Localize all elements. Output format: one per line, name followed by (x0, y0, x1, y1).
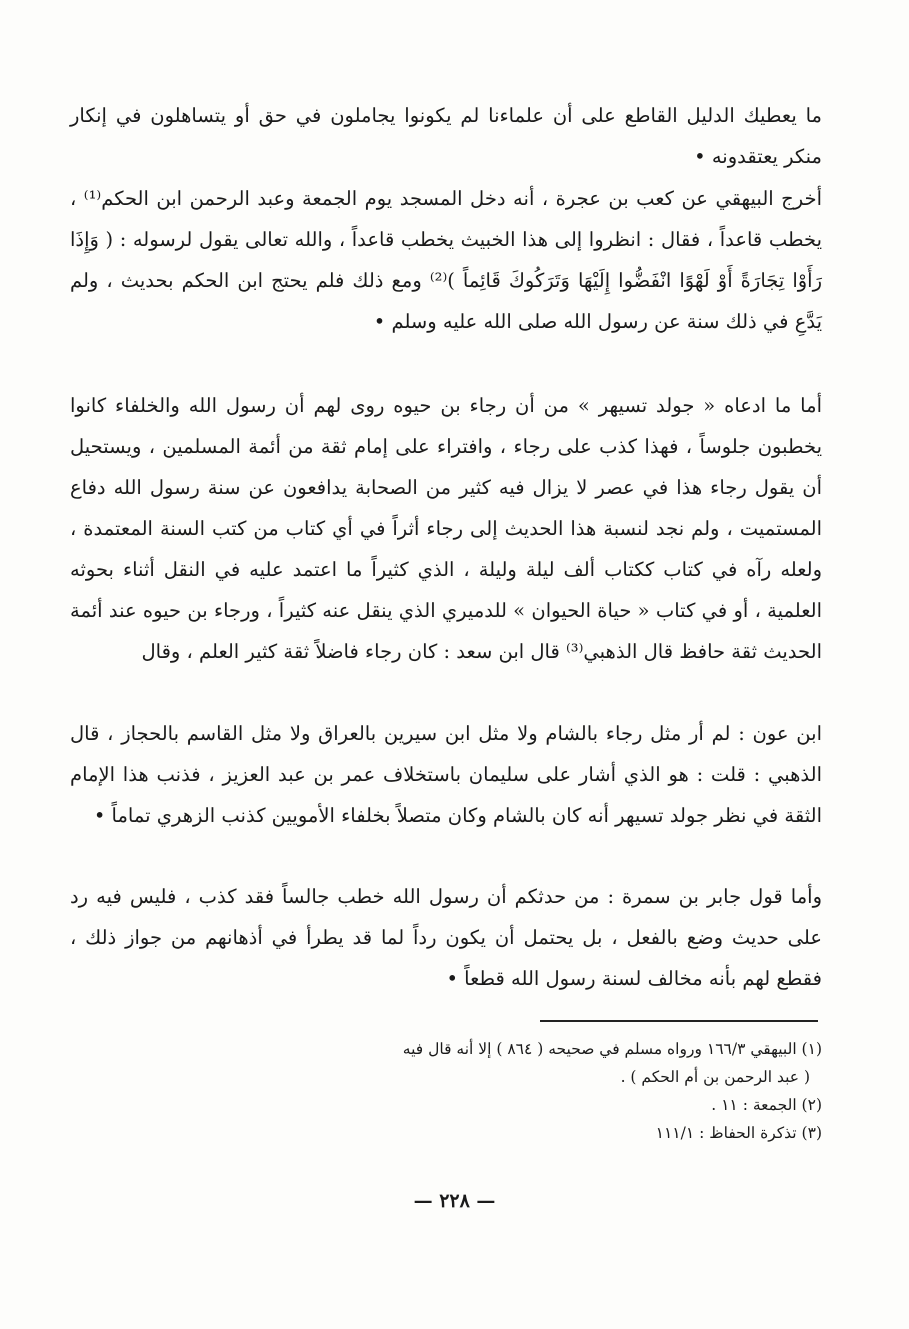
footnote-1-continuation: ( عبد الرحمن بن أم الحكم ) . (620, 1068, 810, 1086)
footnote-1: (١) البيهقي ١٦٦/٣ ورواه مسلم في صحيحه ( ٨٦٤ ) إلا أنه قال فيه (402, 1040, 822, 1058)
paragraph-intro: ما يعطيك الدليل القاطع على أن علماءنا لم يكونوا يجاملون في حق أو يتساهلون في إنكار منكر يعتقدونه • (70, 104, 822, 168)
paragraph-bayhaqi: أخرج البيهقي عن كعب بن عجرة ، أنه دخل المسجد يوم الجمعة وعبد الرحمن ابن الحكم⁽¹⁾ ، يخطب قاعداً ، فقال : انظروا إلى هذا الخبيث يخطب قاعداً ، والله تعالى يقول لرسوله : ( وَإِذَا رَأَوْا تِجَارَةً أَوْ لَهْوًا انْفَضُّوا إِلَيْهَا وَتَرَكُوكَ قَائِماً )⁽²⁾ ومع ذلك فلم يحتج ابن الحكم بحديث ، ولم يَدَّعِ في ذلك سنة عن رسول الله صلى الله عليه وسلم • (70, 187, 822, 333)
paragraph-ibn-awn: ابن عون : لم أر مثل رجاء بالشام ولا مثل ابن سيرين بالعراق ولا مثل القاسم بالحجاز ، قال الذهبي : قلت : هو الذي أشار على سليمان باستخلاف عمر بن عبد العزيز ، فذنب هذا الإمام الثقة في نظر جولد تسيهر أنه كان بالشام وكان متصلاً بخلفاء الأمويين كذنب الزهري تماماً • (70, 722, 822, 827)
paragraph-goldziher-claim: أما ما ادعاه « جولد تسيهر » من أن رجاء بن حيوه روى لهم أن رسول الله والخلفاء كانوا يخطبون جلوساً ، فهذا كذب على رجاء ، وافتراء على إمام ثقة من أئمة المسلمين ، ويستحيل أن يقول رجاء هذا في عصر لا يزال فيه كثير من الصحابة يدافعون عن سنة رسول الله دفاع المستميت ، ولم نجد لنسبة هذا الحديث إلى رجاء أثراً في أي كتاب من كتب السنة المعتمدة ، ولعله رآه في كتاب ككتاب ألف ليلة وليلة ، الذي كثيراً ما اعتمد عليه في النقل أثناء بحوثه العلمية ، أو في كتاب « حياة الحيوان » للدميري الذي ينقل عنه كثيراً ، ورجاء بن حيوه عند أئمة الحديث ثقة حافظ قال الذهبي⁽³⁾ قال ابن سعد : كان رجاء فاضلاً ثقة كثير العلم ، وقال (70, 394, 822, 663)
footnotes (70, 1035, 822, 1147)
paragraph-jabir: وأما قول جابر بن سمرة : من حدثكم أن رسول الله خطب جالساً فقد كذب ، فليس فيه رد على حديث وضع بالفعل ، بل يحتمل أن يكون رداً لما قد يطرأ في أذهانهم من جواز ذلك ، فقطع لهم بأنه مخالف لسنة رسول الله قطعاً • (70, 885, 822, 990)
footnote-2: (٢) الجمعة : ١١ . (711, 1096, 822, 1114)
page-number: — ٢٢٨ — (413, 1190, 496, 1212)
footnote-separator (540, 1020, 818, 1022)
footnote-3: (٣) تذكرة الحفاظ : ١١١/١ (655, 1124, 822, 1142)
